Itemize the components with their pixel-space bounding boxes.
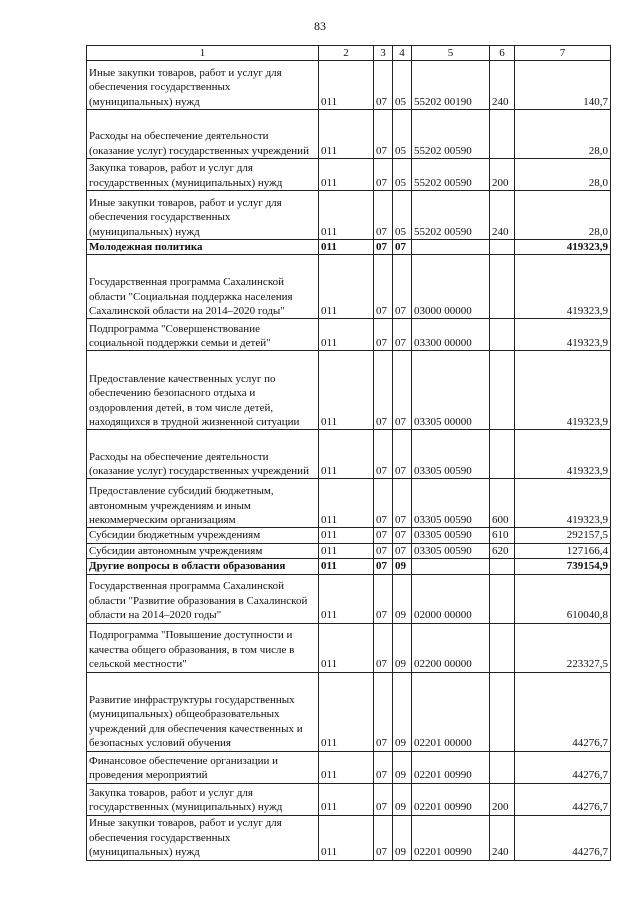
row-name-cell: Закупка товаров, работ и услуг для государственных (муниципальных) нужд (87, 783, 319, 815)
row-name-cell: Расходы на обеспечение деятельности (оказание услуг) государственных учреждений (87, 430, 319, 479)
row-code-cell (490, 255, 515, 319)
row-code-cell: 02200 00000 (412, 623, 490, 672)
row-sum-cell: 28,0 (515, 191, 611, 240)
row-code-cell: 07 (374, 479, 393, 528)
column-header: 7 (515, 46, 611, 61)
row-sum-cell: 223327,5 (515, 623, 611, 672)
row-code-cell: 011 (319, 191, 374, 240)
row-code-cell (490, 351, 515, 430)
row-name-cell: Молодежная политика (87, 240, 319, 255)
column-header: 5 (412, 46, 490, 61)
row-code-cell: 55202 00590 (412, 110, 490, 159)
column-header: 3 (374, 46, 393, 61)
row-sum-cell: 44276,7 (515, 783, 611, 815)
row-name-cell: Предоставление субсидий бюджетным, автономным учреждениям и иным некоммерческим организациям (87, 479, 319, 528)
row-code-cell: 03305 00590 (412, 479, 490, 528)
row-code-cell (490, 240, 515, 255)
row-code-cell (490, 623, 515, 672)
row-code-cell: 07 (374, 319, 393, 351)
row-name-cell: Развитие инфраструктуры государственных (муниципальных) общеобразовательных учреждений для обеспечения качественных и безопасных условий обучения (87, 672, 319, 751)
row-code-cell: 03300 00000 (412, 319, 490, 351)
row-name-cell: Государственная программа Сахалинской области "Развитие образования в Сахалинской области на 2014–2020 годы" (87, 574, 319, 623)
row-code-cell: 55202 00590 (412, 159, 490, 191)
row-sum-cell: 739154,9 (515, 559, 611, 574)
row-code-cell: 02201 00000 (412, 672, 490, 751)
row-code-cell: 011 (319, 672, 374, 751)
row-code-cell (490, 559, 515, 574)
row-code-cell: 011 (319, 479, 374, 528)
row-code-cell (490, 672, 515, 751)
row-sum-cell: 28,0 (515, 110, 611, 159)
row-code-cell: 011 (319, 751, 374, 783)
row-code-cell: 07 (374, 623, 393, 672)
row-code-cell: 240 (490, 61, 515, 110)
row-code-cell: 07 (393, 255, 412, 319)
row-code-cell: 011 (319, 319, 374, 351)
row-code-cell: 07 (374, 815, 393, 860)
row-sum-cell: 419323,9 (515, 255, 611, 319)
row-code-cell: 05 (393, 61, 412, 110)
row-name-cell: Предоставление качественных услуг по обеспечению безопасного отдыха и оздоровления детей, в том числе детей, находящихся в трудной жизненной ситуации (87, 351, 319, 430)
row-code-cell: 011 (319, 783, 374, 815)
row-sum-cell: 419323,9 (515, 351, 611, 430)
row-name-cell: Закупка товаров, работ и услуг для государственных (муниципальных) нужд (87, 159, 319, 191)
row-code-cell: 09 (393, 783, 412, 815)
row-code-cell: 09 (393, 751, 412, 783)
row-code-cell: 03305 00590 (412, 543, 490, 558)
row-sum-cell: 140,7 (515, 61, 611, 110)
row-code-cell: 011 (319, 110, 374, 159)
row-sum-cell: 44276,7 (515, 815, 611, 860)
row-code-cell: 03305 00000 (412, 351, 490, 430)
column-header: 4 (393, 46, 412, 61)
row-name-cell: Субсидии автономным учреждениям (87, 543, 319, 558)
row-code-cell: 011 (319, 543, 374, 558)
row-code-cell: 07 (374, 430, 393, 479)
row-sum-cell: 44276,7 (515, 672, 611, 751)
row-code-cell: 011 (319, 61, 374, 110)
row-code-cell: 07 (374, 191, 393, 240)
table-row (87, 783, 611, 815)
table-row (87, 61, 611, 110)
row-code-cell: 07 (374, 110, 393, 159)
row-code-cell: 09 (393, 574, 412, 623)
row-code-cell (490, 574, 515, 623)
row-sum-cell: 28,0 (515, 159, 611, 191)
table-row (87, 255, 611, 319)
row-code-cell: 011 (319, 559, 374, 574)
row-name-cell: Подпрограмма "Совершенствование социальной поддержки семьи и детей" (87, 319, 319, 351)
row-code-cell: 09 (393, 672, 412, 751)
row-code-cell: 011 (319, 815, 374, 860)
row-code-cell: 07 (393, 351, 412, 430)
row-code-cell: 011 (319, 574, 374, 623)
row-code-cell: 05 (393, 110, 412, 159)
row-code-cell: 03305 00590 (412, 528, 490, 543)
row-code-cell: 05 (393, 159, 412, 191)
row-code-cell: 55202 00190 (412, 61, 490, 110)
row-code-cell (412, 559, 490, 574)
row-code-cell: 07 (393, 430, 412, 479)
column-header: 1 (87, 46, 319, 61)
table-row (87, 430, 611, 479)
table-body (87, 46, 611, 861)
row-code-cell: 200 (490, 159, 515, 191)
row-code-cell: 200 (490, 783, 515, 815)
row-name-cell: Расходы на обеспечение деятельности (оказание услуг) государственных учреждений (87, 110, 319, 159)
table-row (87, 574, 611, 623)
table-row (87, 751, 611, 783)
row-code-cell (490, 319, 515, 351)
row-code-cell: 07 (374, 351, 393, 430)
row-code-cell: 240 (490, 815, 515, 860)
row-code-cell: 011 (319, 240, 374, 255)
row-name-cell: Субсидии бюджетным учреждениям (87, 528, 319, 543)
row-code-cell: 011 (319, 351, 374, 430)
row-code-cell: 07 (393, 319, 412, 351)
row-code-cell: 05 (393, 191, 412, 240)
column-header: 2 (319, 46, 374, 61)
table-row (87, 528, 611, 543)
budget-table (86, 45, 611, 861)
table-row (87, 672, 611, 751)
row-sum-cell: 44276,7 (515, 751, 611, 783)
row-code-cell: 02201 00990 (412, 815, 490, 860)
table-row (87, 351, 611, 430)
table-row (87, 543, 611, 558)
row-code-cell: 07 (374, 574, 393, 623)
row-code-cell: 07 (374, 255, 393, 319)
row-name-cell: Государственная программа Сахалинской области "Социальная поддержка населения Сахалинской области на 2014–2020 годы" (87, 255, 319, 319)
row-code-cell: 07 (374, 159, 393, 191)
row-code-cell: 011 (319, 159, 374, 191)
row-code-cell: 07 (374, 528, 393, 543)
row-code-cell: 03000 00000 (412, 255, 490, 319)
row-code-cell: 600 (490, 479, 515, 528)
row-sum-cell: 419323,9 (515, 479, 611, 528)
row-code-cell: 02000 00000 (412, 574, 490, 623)
row-code-cell: 07 (374, 61, 393, 110)
row-code-cell: 07 (374, 543, 393, 558)
row-name-cell: Иные закупки товаров, работ и услуг для обеспечения государственных (муниципальных) нужд (87, 815, 319, 860)
row-code-cell: 09 (393, 559, 412, 574)
row-code-cell: 011 (319, 430, 374, 479)
row-code-cell: 610 (490, 528, 515, 543)
row-name-cell: Подпрограмма "Повышение доступности и качества общего образования, в том числе в сельской местности" (87, 623, 319, 672)
row-code-cell: 07 (393, 240, 412, 255)
row-code-cell: 011 (319, 623, 374, 672)
row-code-cell: 55202 00590 (412, 191, 490, 240)
row-code-cell: 07 (374, 783, 393, 815)
row-sum-cell: 610040,8 (515, 574, 611, 623)
row-code-cell (490, 430, 515, 479)
row-name-cell: Иные закупки товаров, работ и услуг для обеспечения государственных (муниципальных) нужд (87, 61, 319, 110)
row-name-cell: Финансовое обеспечение организации и проведения мероприятий (87, 751, 319, 783)
row-code-cell: 011 (319, 255, 374, 319)
row-code-cell: 011 (319, 528, 374, 543)
row-sum-cell: 419323,9 (515, 430, 611, 479)
row-code-cell: 07 (393, 528, 412, 543)
row-code-cell: 240 (490, 191, 515, 240)
table-row (87, 623, 611, 672)
row-code-cell: 02201 00990 (412, 783, 490, 815)
row-sum-cell: 419323,9 (515, 319, 611, 351)
row-sum-cell: 419323,9 (515, 240, 611, 255)
table-row (87, 479, 611, 528)
row-code-cell (412, 240, 490, 255)
row-code-cell: 07 (374, 559, 393, 574)
column-header: 6 (490, 46, 515, 61)
row-sum-cell: 127166,4 (515, 543, 611, 558)
row-code-cell: 07 (374, 751, 393, 783)
table-row (87, 159, 611, 191)
table-row (87, 319, 611, 351)
row-code-cell: 07 (393, 543, 412, 558)
row-code-cell: 02201 00990 (412, 751, 490, 783)
row-code-cell (490, 110, 515, 159)
row-code-cell: 07 (393, 479, 412, 528)
table-row (87, 559, 611, 574)
row-code-cell: 09 (393, 815, 412, 860)
table-row (87, 110, 611, 159)
row-code-cell: 07 (374, 672, 393, 751)
table-row (87, 240, 611, 255)
row-code-cell: 07 (374, 240, 393, 255)
row-name-cell: Другие вопросы в области образования (87, 559, 319, 574)
row-sum-cell: 292157,5 (515, 528, 611, 543)
row-code-cell (490, 751, 515, 783)
table-row (87, 191, 611, 240)
table-header-row (87, 46, 611, 61)
row-code-cell: 620 (490, 543, 515, 558)
table-row (87, 815, 611, 860)
row-name-cell: Иные закупки товаров, работ и услуг для обеспечения государственных (муниципальных) нужд (87, 191, 319, 240)
row-code-cell: 09 (393, 623, 412, 672)
row-code-cell: 03305 00590 (412, 430, 490, 479)
page-number: 83 (314, 19, 326, 33)
